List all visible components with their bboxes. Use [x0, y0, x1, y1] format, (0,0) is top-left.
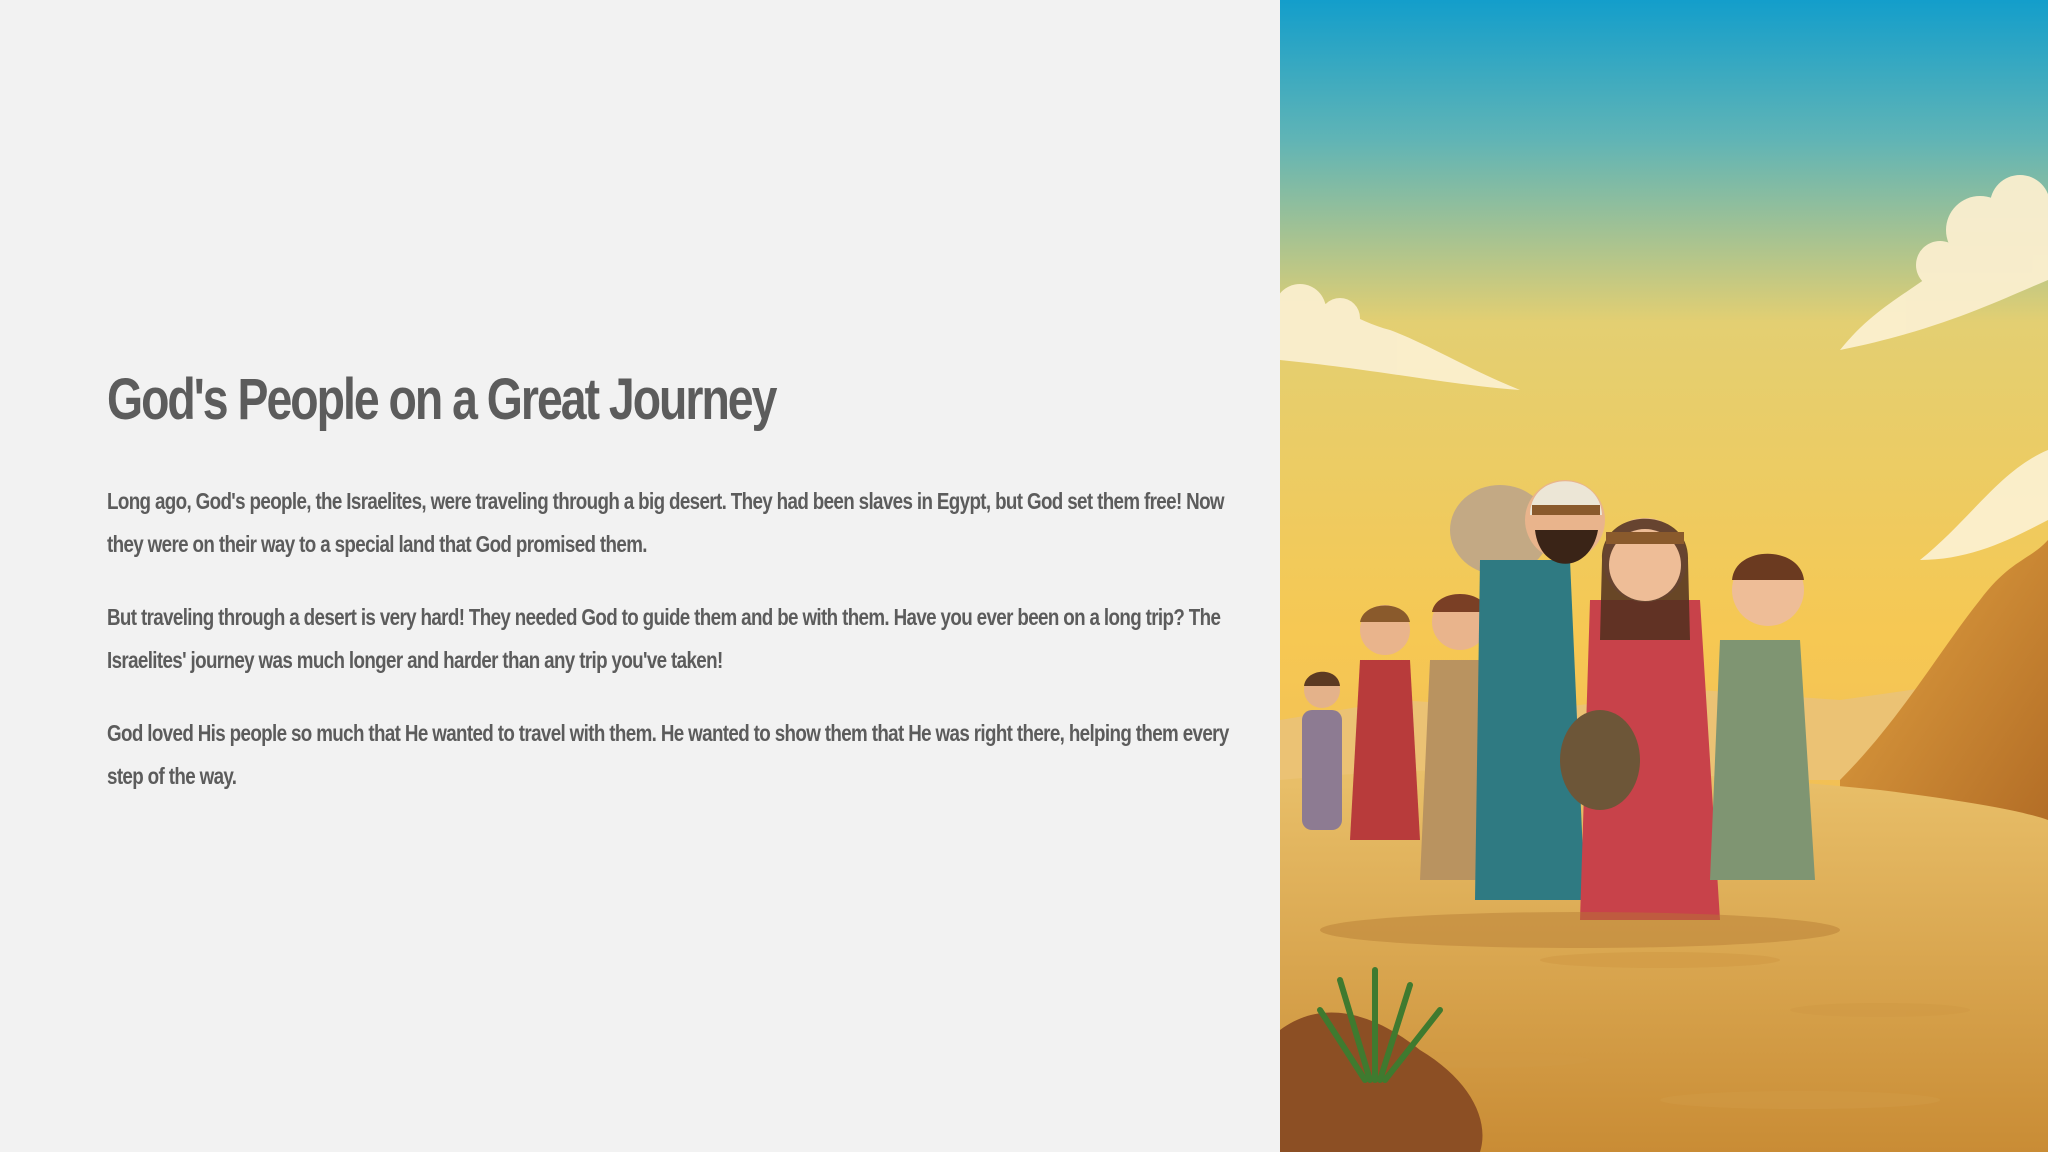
paragraph-1: Long ago, God's people, the Israelites, were traveling through a big desert. They had been slaves in Egypt, but God set them free! Now they were on their way to a special land that God promised them. — [107, 488, 1224, 557]
paragraph-3: God loved His people so much that He wanted to travel with them. He wanted to show them that He was right there, helping them every step of the way. — [107, 720, 1229, 789]
illustration-svg — [1280, 0, 2048, 1152]
slide-title: God's People on a Great Journey — [107, 367, 776, 432]
text-panel — [107, 362, 1229, 789]
child-far-left — [1302, 672, 1342, 830]
paragraph-2: But traveling through a desert is very hard! They needed God to guide them and be with them. Have you ever been on a long trip? The Israelites' journey was much longer and harder than any trip you've taken! — [107, 604, 1221, 673]
paragraphs — [107, 480, 1259, 828]
desert-journey-illustration — [1280, 0, 2048, 1152]
